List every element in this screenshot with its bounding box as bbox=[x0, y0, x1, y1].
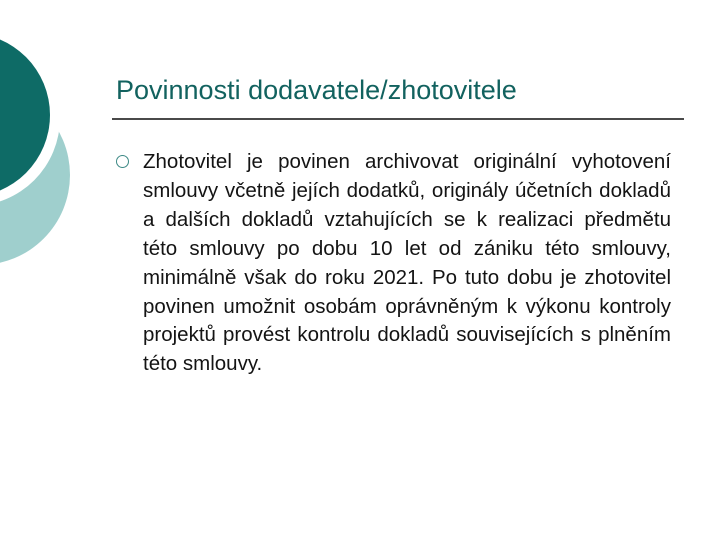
title-divider bbox=[112, 118, 684, 120]
slide-title: Povinnosti dodavatele/zhotovitele bbox=[116, 75, 517, 105]
decorative-circles bbox=[0, 0, 120, 300]
hollow-circle-bullet-icon bbox=[116, 155, 129, 168]
bullet-text: Zhotovitel je povinen archivovat originální vyhotovení smlouvy včetně jejích dodatků, originály účetních dokladů a dalších dokladů vztahujících se k realizaci předmětu této smlouvy po dobu 10 let od zániku této smlouvy, minimálně však do roku 2021. Po tuto dobu je zhotovitel povinen umožnit osobám oprávněným k výkonu kontroly projektů provést kontrolu dokladů souvisejících s plněním této smlouvy. bbox=[143, 150, 671, 376]
